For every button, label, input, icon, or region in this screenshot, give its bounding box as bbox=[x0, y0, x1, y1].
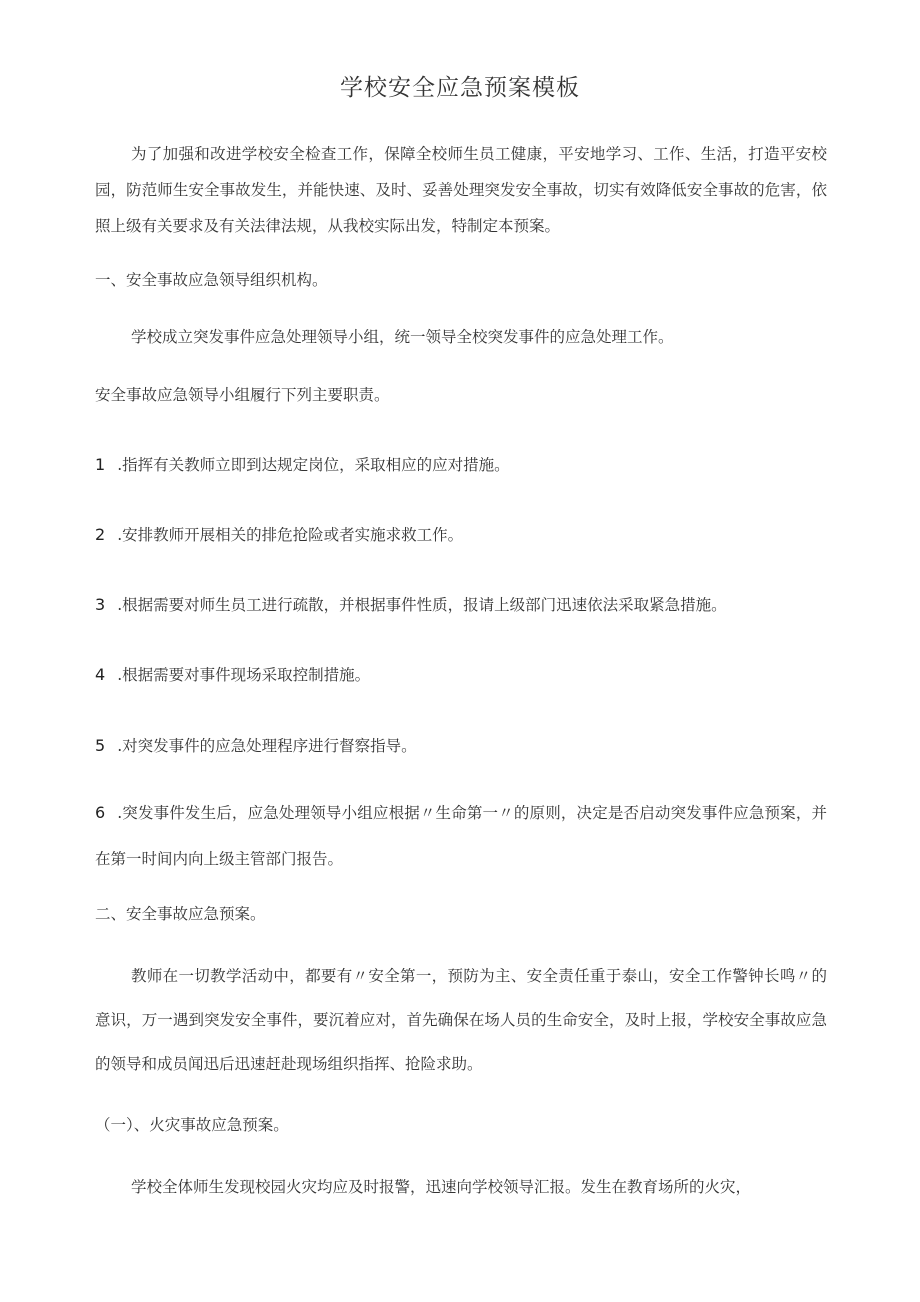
list-item bbox=[95, 652, 827, 698]
section-1-paragraph-2: 安全事故应急领导小组履行下列主要职责。 bbox=[95, 386, 390, 404]
list-item-number: 1 bbox=[95, 455, 106, 474]
list-item bbox=[95, 723, 827, 769]
intro-paragraph: 为了加强和改进学校安全检查工作，保障全校师生员工健康，平安地学习、工作、生活，打造平安校园，防范师生安全事故发生，并能快速、及时、妥善处理突发安全事故，切实有效降低安全事故的危害，依照上级有关要求及有关法律法规，从我校实际出发，特制定本预案。 bbox=[95, 145, 827, 235]
document-title: 学校安全应急预案模板 bbox=[340, 75, 580, 101]
list-item bbox=[95, 790, 827, 882]
list-item-number: 4 bbox=[95, 665, 106, 684]
section-2-subheading-fire: （一）、火灾事故应急预案。 bbox=[95, 1116, 289, 1134]
list-item-text: .根据需要对事件现场采取控制措施。 bbox=[117, 666, 371, 684]
section-2-paragraph-1: 教师在一切教学活动中，都要有〃安全第一，预防为主、安全责任重于泰山，安全工作警钟长鸣〃的意识，万一遇到突发安全事件，要沉着应对，首先确保在场人员的生命安全，及时上报，学校安全事故应急的领导和成员闻迅后迅速赶赴现场组织指挥、抢险求助。 bbox=[95, 967, 827, 1073]
list-item-text: .根据需要对师生员工进行疏散，并根据事件性质，报请上级部门迅速依法采取紧急措施。 bbox=[117, 596, 727, 614]
list-item-text: .安排教师开展相关的排危抢险或者实施求救工作。 bbox=[117, 526, 464, 544]
list-item bbox=[95, 582, 827, 628]
section-2-paragraph-2: 学校全体师生发现校园火灾均应及时报警，迅速向学校领导汇报。发生在教育场所的火灾， bbox=[131, 1178, 752, 1196]
list-item-text: .突发事件发生后，应急处理领导小组应根据〃生命第一〃的原则，决定是否启动突发事件应急预案，并在第一时间内向上级主管部门报告。 bbox=[95, 804, 827, 868]
list-item bbox=[95, 512, 827, 558]
list-item-number: 3 bbox=[95, 595, 106, 614]
list-item-number: 5 bbox=[95, 736, 106, 755]
list-item-text: .指挥有关教师立即到达规定岗位，采取相应的应对措施。 bbox=[117, 456, 510, 474]
section-1-paragraph-1: 学校成立突发事件应急处理领导小组，统一领导全校突发事件的应急处理工作。 bbox=[131, 328, 674, 346]
list-item-number: 6 bbox=[95, 803, 106, 822]
list-item bbox=[95, 442, 827, 488]
list-item-text: .对突发事件的应急处理程序进行督察指导。 bbox=[117, 737, 417, 755]
list-item-number: 2 bbox=[95, 525, 106, 544]
section-2-heading: 二、安全事故应急预案。 bbox=[95, 905, 266, 923]
section-1-heading: 一、安全事故应急领导组织机构。 bbox=[95, 271, 328, 289]
